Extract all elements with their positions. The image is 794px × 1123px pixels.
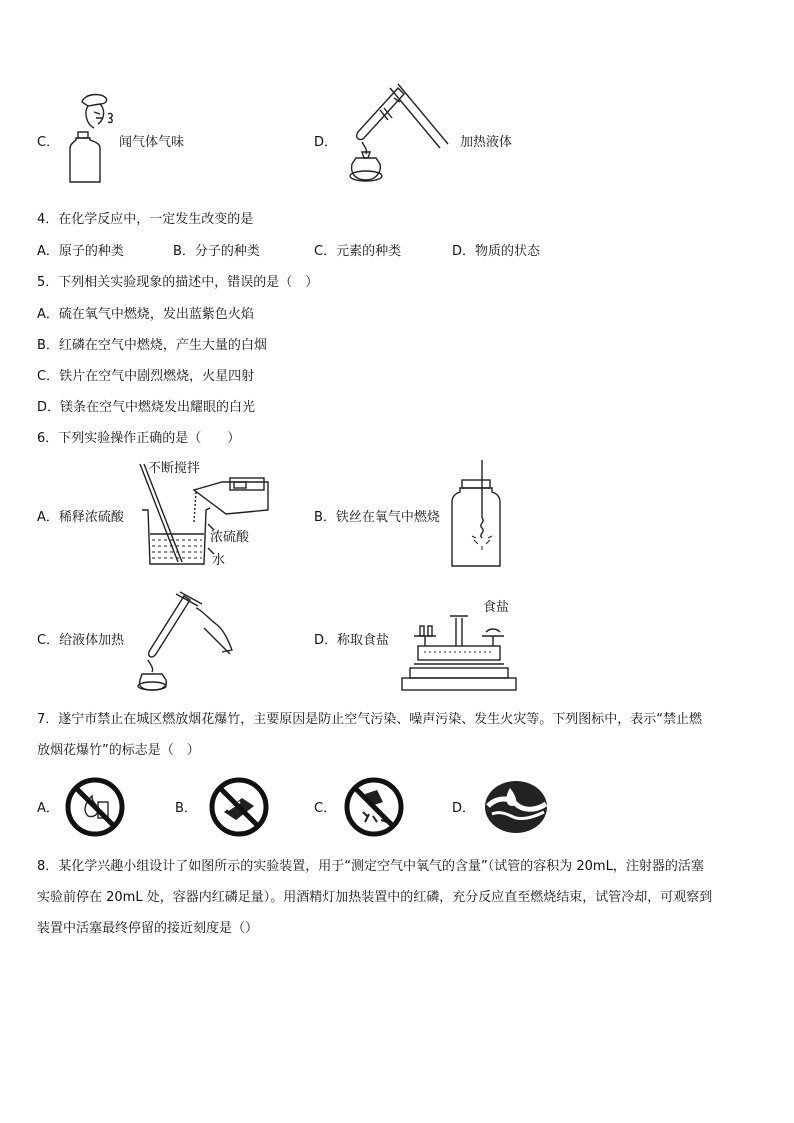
balance-scale-illustration [400,612,520,692]
q7-option-b-letter: B． [175,801,197,816]
q7-option-c-letter: C． [314,801,337,816]
q8-line2: 实验前停在 20mL 处，容器内红磷足量）。用酒精灯加热装置中的红磷，充分反应直至燃烧结束，试管冷却，可观察到 [37,890,713,905]
q6-label-water: 水 [212,553,226,568]
q4-option-a: A．原子的种类 [37,244,124,259]
water-saving-sign-icon [484,780,550,834]
q6-option-a: A．稀释浓硫酸 [37,510,124,525]
heating-liquid-tube-illustration [140,590,240,690]
q5-option-b: B．红磷在空气中燃烧，产生大量的白烟 [37,338,267,353]
smelling-gas-illustration [66,90,126,186]
q4-option-c: C．元素的种类 [314,244,402,259]
q6-stem: 6．下列实验操作正确的是（ ） [37,431,241,446]
no-open-flame-sign-icon [64,776,126,838]
heating-liquid-illustration [340,80,460,188]
q7-stem-line2: 放烟花爆竹”的标志是（ ） [37,743,200,758]
iron-wire-oxygen-illustration [450,458,500,570]
q4-option-d: D．物质的状态 [452,244,541,259]
q7-option-a-letter: A． [37,801,59,816]
dilute-sulfuric-acid-illustration [138,462,278,572]
q4-stem: 4．在化学反应中，一定发生改变的是 [37,212,254,227]
q6-label-stir: 不断搅拌 [148,461,201,476]
q4-option-b: B．分子的种类 [173,244,260,259]
q5-stem: 5．下列相关实验现象的描述中，错误的是（ ） [37,275,319,290]
q7-option-d-letter: D． [452,801,476,816]
q8-line3: 装置中活塞最终停留的接近刻度是（） [37,921,259,936]
q6-option-d: D．称取食盐 [314,633,390,648]
q6-label-salt: 食盐 [483,600,510,615]
q3-option-c-letter: C． [37,135,60,150]
q3-option-c-text: 闻气体气味 [119,135,185,150]
q5-option-c: C．铁片在空气中剧烈燃烧，火星四射 [37,369,255,384]
q5-option-d: D．镁条在空气中燃烧发出耀眼的白光 [37,400,256,415]
q8-line1: 8．某化学兴趣小组设计了如图所示的实验装置，用于“测定空气中氧气的含量”（试管的容积为 20mL，注射器的活塞 [37,859,704,874]
no-smoking-sign-icon [208,776,270,838]
q3-option-d-text: 加热液体 [460,135,513,150]
q5-option-a: A．硫在氧气中燃烧，发出蓝紫色火焰 [37,307,254,322]
no-fireworks-sign-icon [343,776,405,838]
q6-option-b: B．铁丝在氧气中燃烧 [314,510,440,525]
q7-stem-line1: 7．遂宁市禁止在城区燃放烟花爆竹，主要原因是防止空气污染、噪声污染、发生火灾等。下列图标中，表示“禁止燃 [37,712,703,727]
q6-label-acid: 浓硫酸 [210,530,250,545]
q3-option-d-letter: D． [314,135,338,150]
q6-option-c: C．给液体加热 [37,633,125,648]
